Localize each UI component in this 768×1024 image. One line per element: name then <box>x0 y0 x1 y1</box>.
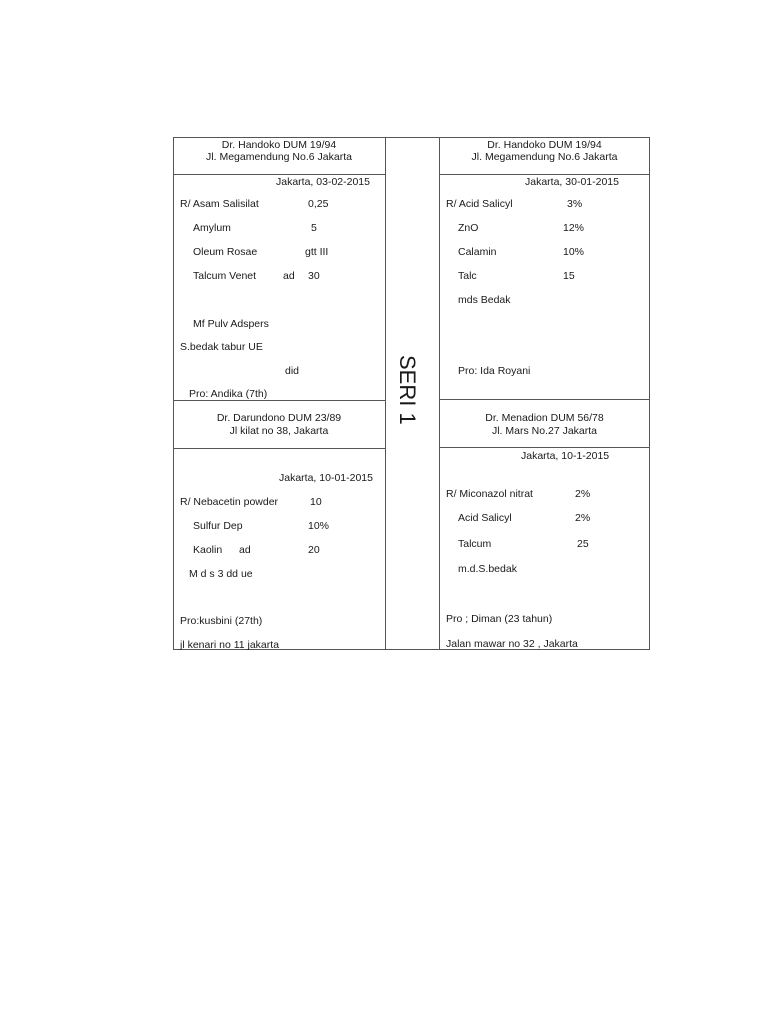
rx1-line-name: Talcum Venet <box>193 270 257 282</box>
rx3-line-name: Sulfur Dep <box>193 520 243 532</box>
rx2-line-qty: 15 <box>563 270 575 282</box>
rx2-date: Jakarta, 30-01-2015 <box>525 176 619 188</box>
rx2-address: Jl. Megamendung No.6 Jakarta <box>471 151 618 163</box>
rx4-line-name: Talcum <box>458 538 492 550</box>
rx4-patient-address: Jalan mawar no 32 , Jakarta <box>446 638 578 650</box>
column-divider-right <box>439 137 440 650</box>
rx1-line-name: Amylum <box>193 222 231 234</box>
rx3-line-qty: 20 <box>308 544 320 556</box>
rx4-patient: Pro ; Diman (23 tahun) <box>446 613 553 625</box>
rx4-line-qty: 2% <box>575 512 591 524</box>
rx2-line-qty: 3% <box>567 198 583 210</box>
rx1-rx3-divider <box>173 400 385 401</box>
rx3-date: Jakarta, 10-01-2015 <box>279 472 373 484</box>
rx1-line-qty: 5 <box>311 222 317 234</box>
rx4-address: Jl. Mars No.27 Jakarta <box>491 425 598 437</box>
rx3-line-name: R/ Nebacetin powder <box>180 496 279 508</box>
rx1-doctor: Dr. Handoko DUM 19/94 <box>221 139 337 151</box>
rx4-line-name: Acid Salicyl <box>458 512 512 524</box>
rx1-line-name: Oleum Rosae <box>193 246 258 258</box>
rx1-line-qty: gtt III <box>305 246 329 258</box>
rx3-patient-address: jl kenari no 11 jakarta <box>180 639 280 651</box>
rx2-line-name: ZnO <box>458 222 479 234</box>
rx4-instruction: m.d.S.bedak <box>458 563 517 575</box>
rx2-line-name: R/ Acid Salicyl <box>446 198 513 210</box>
rx3-line-ad: ad <box>239 544 251 556</box>
rx2-doctor: Dr. Handoko DUM 19/94 <box>487 139 602 151</box>
rx1-signa: S.bedak tabur UE <box>180 341 263 353</box>
rx3-line-qty: 10% <box>308 520 330 532</box>
rx4-date: Jakarta, 10-1-2015 <box>521 450 610 462</box>
column-divider-left <box>385 137 386 650</box>
rx3-header-divider <box>173 448 385 449</box>
rx2-line-qty: 12% <box>563 222 585 234</box>
rx4-line-qty: 25 <box>577 538 589 550</box>
rx1-did: did <box>285 365 300 377</box>
rx2-patient: Pro: Ida Royani <box>458 365 531 377</box>
rx4-line-qty: 2% <box>575 488 591 500</box>
rx3-patient: Pro:kusbini (27th) <box>180 615 263 627</box>
rx1-address: Jl. Megamendung No.6 Jakarta <box>206 151 352 163</box>
rx3-instruction: M d s 3 dd ue <box>189 568 253 580</box>
rx1-line-qty: 30 <box>308 270 320 282</box>
rx4-line-name: R/ Miconazol nitrat <box>446 488 533 500</box>
rx1-date: Jakarta, 03-02-2015 <box>276 176 370 188</box>
seri-label: SERI 1 <box>395 355 420 425</box>
rx3-line-name: Kaolin <box>193 544 223 556</box>
rx1-line-qty: 0,25 <box>308 198 329 210</box>
rx1-line-ad: ad <box>283 270 295 282</box>
rx3-doctor: Dr. Darundono DUM 23/89 <box>216 412 342 424</box>
rx1-header-divider <box>173 174 385 175</box>
rx4-doctor: Dr. Menadion DUM 56/78 <box>485 412 604 424</box>
rx4-header-divider <box>439 447 650 448</box>
rx2-line-name: Talc <box>458 270 477 282</box>
rx3-address: Jl kilat no 38, Jakarta <box>229 425 329 437</box>
rx1-line-name: R/ Asam Salisilat <box>180 198 259 210</box>
rx2-instruction: mds Bedak <box>458 294 511 306</box>
rx1-patient: Pro: Andika (7th) <box>189 388 268 400</box>
rx1-instruction: Mf Pulv Adspers <box>193 318 269 330</box>
rx2-header-divider <box>439 174 650 175</box>
rx2-rx4-divider <box>439 399 650 400</box>
rx2-line-name: Calamin <box>458 246 497 258</box>
rx3-line-qty: 10 <box>310 496 322 508</box>
rx2-line-qty: 10% <box>563 246 585 258</box>
